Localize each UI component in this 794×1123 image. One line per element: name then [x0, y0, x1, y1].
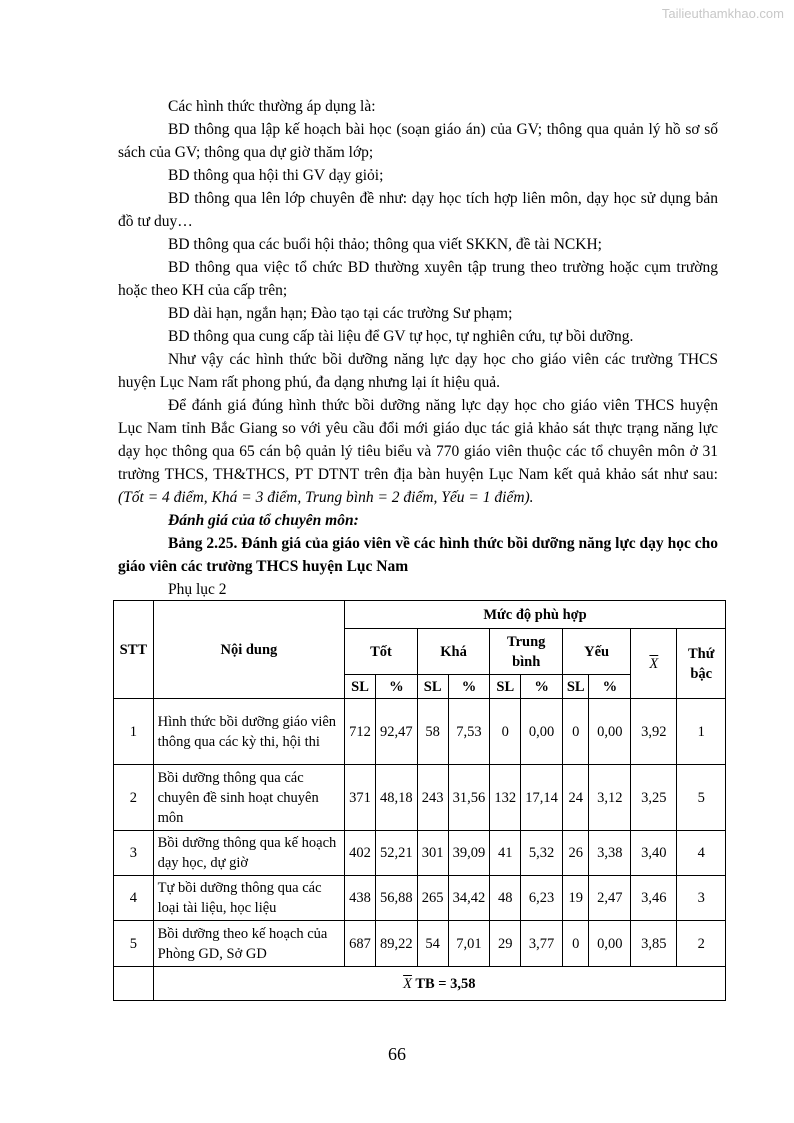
cell-tb-pct: 3,77: [521, 921, 563, 967]
cell-tb-sl: 132: [490, 765, 521, 831]
table-row: [114, 921, 726, 967]
table-row: [114, 831, 726, 876]
cell-tb-pct: 6,23: [521, 876, 563, 921]
cell-content: Bồi dưỡng thông qua các chuyên đề sinh hoạt chuyên môn: [153, 765, 345, 831]
table-row: [114, 876, 726, 921]
watermark: Tailieuthamkhao.com: [661, 6, 784, 21]
cell-kha-sl: 243: [417, 765, 448, 831]
cell-xbar: 3,46: [631, 876, 677, 921]
paragraph: BD thông qua các buổi hội thảo; thông qua viết SKKN, đề tài NCKH;: [168, 236, 602, 253]
paragraph: BD thông qua lập kế hoạch bài học (soạn giáo án) của GV; thông qua quản lý hồ sơ số sách của GV; thông qua dự giờ thăm lớp;: [118, 121, 718, 161]
header-content: Nội dung: [153, 601, 345, 699]
average-xbar: $\overline{X}$: [403, 975, 412, 992]
header-stt: STT: [114, 601, 154, 699]
cell-yeu-sl: 26: [563, 831, 589, 876]
footer-empty: [114, 967, 154, 1001]
cell-tb-pct: 0,00: [521, 699, 563, 765]
cell-yeu-sl: 0: [563, 921, 589, 967]
cell-tot-sl: 371: [345, 765, 376, 831]
survey-paragraph: [118, 394, 718, 509]
cell-kha-pct: 39,09: [448, 831, 490, 876]
header-sl: SL: [490, 675, 521, 699]
header-rank: Thứ bậc: [677, 629, 726, 699]
cell-rank: 1: [677, 699, 726, 765]
table-row: [114, 765, 726, 831]
cell-tot-pct: 89,22: [375, 921, 417, 967]
cell-kha-pct: 31,56: [448, 765, 490, 831]
average-row: [153, 967, 725, 1001]
cell-content: Tự bồi dưỡng thông qua các loại tài liệu, học liệu: [153, 876, 345, 921]
cell-stt: 2: [114, 765, 154, 831]
cell-kha-pct: 7,53: [448, 699, 490, 765]
cell-rank: 5: [677, 765, 726, 831]
cell-content: Bồi dưỡng thông qua kế hoạch dạy học, dự giờ: [153, 831, 345, 876]
cell-yeu-pct: 0,00: [589, 921, 631, 967]
appendix-label: Phụ lục 2: [168, 581, 227, 598]
body-text: [118, 95, 718, 601]
header-trung-binh: Trung bình: [490, 629, 563, 675]
average-value: TB = 3,58: [415, 975, 476, 992]
cell-content: Hình thức bồi dưỡng giáo viên thông qua các kỳ thi, hội thi: [153, 699, 345, 765]
survey-scale: (Tốt = 4 điểm, Khá = 3 điểm, Trung bình = 2 điểm, Yếu = 1 điểm).: [118, 489, 534, 506]
section-heading: Đánh giá của tổ chuyên môn:: [168, 512, 359, 529]
cell-kha-sl: 265: [417, 876, 448, 921]
cell-xbar: 3,40: [631, 831, 677, 876]
cell-rank: 3: [677, 876, 726, 921]
paragraph: BD dài hạn, ngắn hạn; Đào tạo tại các trường Sư phạm;: [168, 305, 513, 322]
cell-yeu-sl: 24: [563, 765, 589, 831]
table-caption: Bảng 2.25. Đánh giá của giáo viên về các hình thức bồi dưỡng năng lực dạy học cho giáo viên các trường THCS huyện Lục Nam: [118, 535, 718, 575]
paragraph: BD thông qua hội thi GV dạy giỏi;: [168, 167, 384, 184]
cell-kha-sl: 54: [417, 921, 448, 967]
cell-tot-sl: 438: [345, 876, 376, 921]
cell-rank: 2: [677, 921, 726, 967]
header-kha: Khá: [417, 629, 490, 675]
cell-kha-pct: 34,42: [448, 876, 490, 921]
paragraph: BD thông qua lên lớp chuyên đề như: dạy học tích hợp liên môn, dạy học sử dụng bản đồ tư duy…: [118, 190, 718, 230]
cell-stt: 4: [114, 876, 154, 921]
header-sl: SL: [417, 675, 448, 699]
cell-yeu-pct: 3,38: [589, 831, 631, 876]
header-pct: %: [375, 675, 417, 699]
paragraph: BD thông qua việc tổ chức BD thường xuyên tập trung theo trường hoặc cụm trường hoặc theo KH của cấp trên;: [118, 259, 718, 299]
cell-tot-pct: 56,88: [375, 876, 417, 921]
evaluation-table: [113, 600, 726, 1001]
header-sl: SL: [345, 675, 376, 699]
cell-yeu-pct: 0,00: [589, 699, 631, 765]
cell-tb-sl: 29: [490, 921, 521, 967]
cell-rank: 4: [677, 831, 726, 876]
cell-stt: 5: [114, 921, 154, 967]
cell-xbar: 3,85: [631, 921, 677, 967]
header-pct: %: [589, 675, 631, 699]
paragraph: Các hình thức thường áp dụng là:: [168, 98, 376, 115]
cell-tb-sl: 41: [490, 831, 521, 876]
header-xbar: $\overline{X}$: [631, 629, 677, 699]
cell-yeu-sl: 19: [563, 876, 589, 921]
cell-tb-sl: 0: [490, 699, 521, 765]
cell-yeu-sl: 0: [563, 699, 589, 765]
cell-content: Bồi dưỡng theo kế hoạch của Phòng GD, Sở GD: [153, 921, 345, 967]
cell-tot-sl: 712: [345, 699, 376, 765]
table-row: [114, 699, 726, 765]
cell-tot-sl: 687: [345, 921, 376, 967]
cell-tot-sl: 402: [345, 831, 376, 876]
cell-tb-pct: 17,14: [521, 765, 563, 831]
cell-tb-pct: 5,32: [521, 831, 563, 876]
cell-xbar: 3,92: [631, 699, 677, 765]
cell-kha-sl: 58: [417, 699, 448, 765]
cell-tot-pct: 52,21: [375, 831, 417, 876]
cell-stt: 3: [114, 831, 154, 876]
header-level: Mức độ phù hợp: [345, 601, 726, 629]
header-sl: SL: [563, 675, 589, 699]
cell-kha-sl: 301: [417, 831, 448, 876]
header-pct: %: [521, 675, 563, 699]
cell-kha-pct: 7,01: [448, 921, 490, 967]
cell-tot-pct: 48,18: [375, 765, 417, 831]
header-pct: %: [448, 675, 490, 699]
page-number: 66: [388, 1044, 406, 1064]
cell-tot-pct: 92,47: [375, 699, 417, 765]
header-tot: Tốt: [345, 629, 418, 675]
survey-intro: Để đánh giá đúng hình thức bồi dưỡng năng lực dạy học cho giáo viên THCS huyện Lục Nam tỉnh Bắc Giang so với yêu cầu đổi mới giáo dục tác giả khảo sát thực trạng năng lực dạy học thông qua 65 cán bộ quản lý tiêu biểu và 770 giáo viên thuộc các tổ chuyên môn ở 31 trường THCS, TH&THCS, PT DTNT trên địa bàn huyện Lục Nam kết quả khảo sát như sau:: [118, 397, 718, 483]
cell-xbar: 3,25: [631, 765, 677, 831]
cell-tb-sl: 48: [490, 876, 521, 921]
cell-stt: 1: [114, 699, 154, 765]
cell-yeu-pct: 3,12: [589, 765, 631, 831]
paragraph: Như vậy các hình thức bồi dưỡng năng lực dạy học cho giáo viên các trường THCS huyện Lục Nam rất phong phú, đa dạng nhưng lại ít hiệu quả.: [118, 351, 718, 391]
header-yeu: Yếu: [563, 629, 631, 675]
paragraph: BD thông qua cung cấp tài liệu để GV tự học, tự nghiên cứu, tự bồi dưỡng.: [168, 328, 634, 345]
cell-yeu-pct: 2,47: [589, 876, 631, 921]
